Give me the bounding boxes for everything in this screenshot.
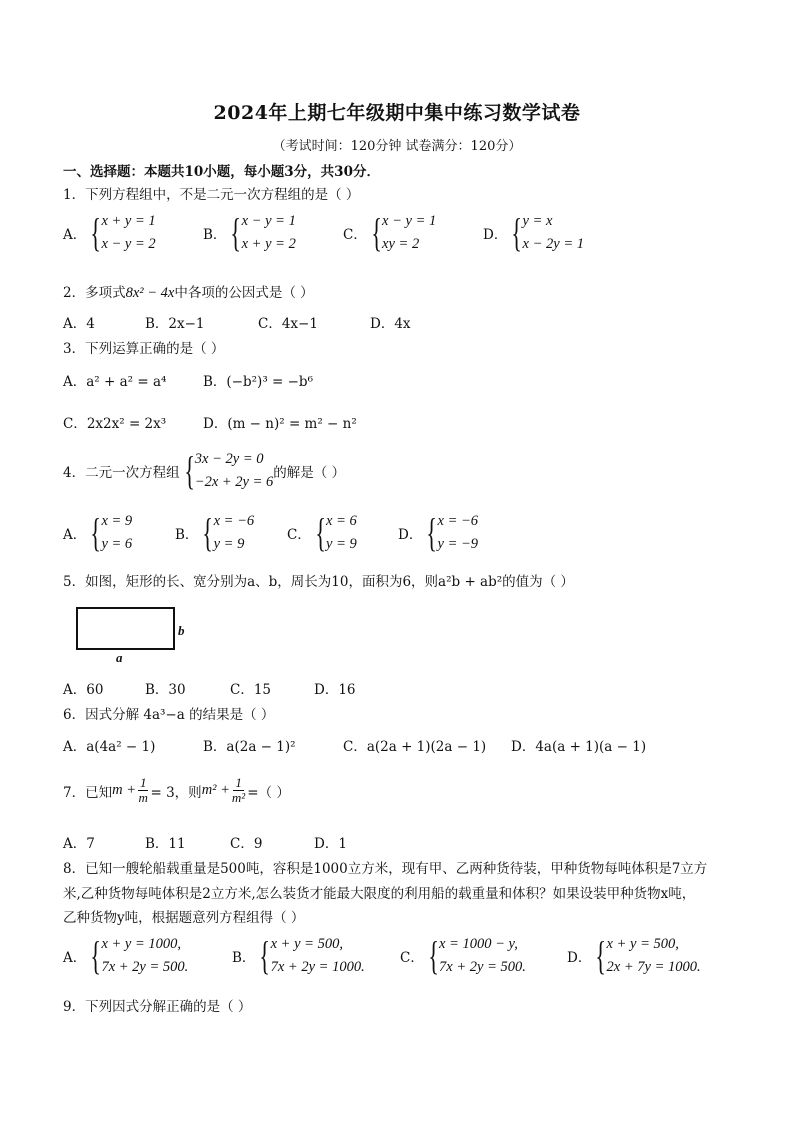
- q2-option-b[interactable]: B．2x−1: [145, 316, 205, 332]
- q5-option-c[interactable]: C．15: [230, 682, 272, 698]
- question-8-line-3: 乙种货物y吨，根据题意列方程组得（ ）: [63, 910, 305, 926]
- equation: y = 9: [326, 536, 357, 552]
- equation: x + y = 2: [241, 236, 296, 252]
- q5-option-a[interactable]: A．60: [63, 682, 104, 698]
- q3-option-a[interactable]: A．a² + a² = a⁴: [63, 374, 167, 390]
- equation: y = 9: [213, 536, 245, 552]
- equation: 7x + 2y = 500.: [101, 959, 189, 975]
- equation: x − 2y = 1: [522, 236, 584, 252]
- equation: xy = 2: [382, 236, 420, 252]
- equation: x + y = 500,: [270, 936, 343, 952]
- q1-option-b[interactable]: B． { x − y = 1 x + y = 2: [203, 210, 296, 255]
- equation: x + y = 1: [101, 213, 156, 229]
- equation: x + y = 1000,: [101, 936, 182, 952]
- equation: 2x + 7y = 1000.: [606, 959, 701, 975]
- option-label: A．: [63, 950, 87, 966]
- equation: x = −6: [437, 513, 479, 529]
- equation: x − y = 2: [101, 236, 156, 252]
- q5-option-b[interactable]: B．30: [145, 682, 186, 698]
- q6-option-b[interactable]: B．a(2a − 1)²: [203, 739, 296, 755]
- q3-option-b[interactable]: B．(−b²)³ = −b⁶: [203, 374, 313, 390]
- q4-option-c[interactable]: C． { x = 6 y = 9: [287, 510, 357, 555]
- question-9-stem: 9．下列因式分解正确的是（ ）: [63, 999, 252, 1015]
- question-4-stem: 4．二元一次方程组 { 3x − 2y = 0 −2x + 2y = 6 的解是（ ）: [63, 448, 346, 493]
- fraction: $\frac{1}{m}$: [138, 775, 148, 805]
- q1-option-d[interactable]: D． { y = x x − 2y = 1: [483, 210, 584, 255]
- option-label: A．: [63, 527, 87, 543]
- q7-option-a[interactable]: A．7: [63, 836, 95, 852]
- q7-option-d[interactable]: D．1: [314, 836, 347, 852]
- fraction: $\frac{1}{\text{m²}}$: [231, 775, 246, 805]
- equation: x = 9: [101, 513, 133, 529]
- question-3-stem: 3．下列运算正确的是（ ）: [63, 341, 225, 357]
- equation: y = −9: [437, 536, 479, 552]
- q4-option-b[interactable]: B． { x = −6 y = 9: [175, 510, 255, 555]
- equation: 7x + 2y = 1000.: [270, 959, 365, 975]
- option-label: D．: [398, 527, 423, 543]
- equation: x + y = 500,: [606, 936, 679, 952]
- question-8-line-2: 米,乙种货物每吨体积是2立方米,怎么装货才能最大限度的利用船的载重量和体积？如果设装甲种货物x吨，: [63, 886, 696, 902]
- q6-option-c[interactable]: C．a(2a + 1)(2a − 1): [343, 739, 487, 755]
- figure-label-a: a: [116, 650, 123, 665]
- exam-info: （考试时间：120分钟 试卷满分：120分）: [272, 139, 522, 154]
- q1-option-a[interactable]: A． { x + y = 1 x − y = 2: [63, 210, 156, 255]
- q8-option-a[interactable]: A． { x + y = 1000, 7x + 2y = 500.: [63, 933, 189, 978]
- equation: y = 6: [101, 536, 133, 552]
- question-1-stem: 1．下列方程组中，不是二元一次方程组的是（ ）: [63, 187, 360, 203]
- q2-option-a[interactable]: A．4: [63, 316, 95, 332]
- q3-option-c[interactable]: C．2x2x² = 2x³: [63, 416, 167, 432]
- q4-option-a[interactable]: A． { x = 9 y = 6: [63, 510, 133, 555]
- q2-option-d[interactable]: D．4x: [370, 316, 411, 332]
- option-label: C．: [400, 950, 424, 966]
- q6-option-d[interactable]: D．4a(a + 1)(a − 1): [511, 739, 647, 755]
- section-heading: 一、选择题：本题共10小题，每小题3分，共30分．: [63, 164, 380, 180]
- q8-option-b[interactable]: B． { x + y = 500, 7x + 2y = 1000.: [232, 933, 365, 978]
- question-7-stem: 7．已知 m + $\frac{1}{m}$ = 3，则 m² + $\frac{1}{\text{m²}}$ =（ ）: [63, 775, 290, 805]
- figure-label-b: b: [178, 623, 185, 638]
- q7-option-c[interactable]: C．9: [230, 836, 263, 852]
- q8-option-c[interactable]: C． { x = 1000 − y, 7x + 2y = 500.: [400, 933, 526, 978]
- q2-option-c[interactable]: C．4x−1: [258, 316, 318, 332]
- equation: −2x + 2y = 6: [194, 474, 274, 490]
- option-label: B．: [175, 527, 199, 543]
- question-8-line-1: 8．已知一艘轮船载重量是500吨，容积是1000立方米，现有甲、乙两种货待装，甲种货物每吨体积是7立方: [63, 861, 708, 877]
- q5-option-d[interactable]: D．16: [314, 682, 356, 698]
- option-label: C．: [343, 227, 367, 243]
- option-label: D．: [483, 227, 508, 243]
- question-5-stem: 5．如图，矩形的长、宽分别为a、b，周长为10，面积为6，则a²b + ab²的值为（ ）: [63, 574, 574, 590]
- q8-option-d[interactable]: D． { x + y = 500, 2x + 7y = 1000.: [567, 933, 701, 978]
- equation: y = x: [522, 213, 553, 229]
- equation: 3x − 2y = 0: [194, 451, 264, 467]
- q6-option-a[interactable]: A．a(4a² − 1): [63, 739, 156, 755]
- question-6-stem: 6．因式分解 4a³−a 的结果是（ ）: [63, 707, 275, 723]
- q3-option-d[interactable]: D．(m − n)² = m² − n²: [203, 416, 357, 432]
- page-title: 2024年上期七年级期中集中练习数学试卷: [213, 102, 581, 124]
- option-label: C．: [287, 527, 311, 543]
- q1-option-c[interactable]: C． { x − y = 1 xy = 2: [343, 210, 437, 255]
- equation: x − y = 1: [382, 213, 437, 229]
- equation: x − y = 1: [241, 213, 296, 229]
- equation: x = −6: [213, 513, 255, 529]
- q4-option-d[interactable]: D． { x = −6 y = −9: [398, 510, 479, 555]
- option-label: B．: [203, 227, 227, 243]
- rectangle-figure: [76, 607, 175, 650]
- option-label: D．: [567, 950, 592, 966]
- q7-option-b[interactable]: B．11: [145, 836, 186, 852]
- equation: x = 1000 − y,: [439, 936, 518, 952]
- equation: 7x + 2y = 500.: [439, 959, 526, 975]
- question-2-stem: 2．多项式8x² − 4x中各项的公因式是（ ）: [63, 285, 314, 301]
- option-label: B．: [232, 950, 256, 966]
- option-label: A．: [63, 227, 87, 243]
- equation: x = 6: [326, 513, 357, 529]
